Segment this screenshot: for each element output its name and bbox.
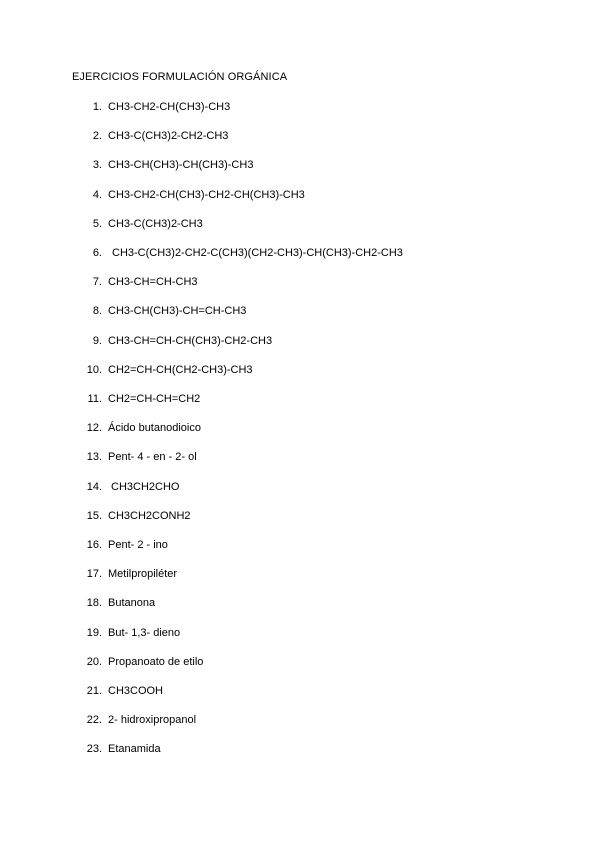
exercise-item	[0, 188, 560, 202]
exercise-item	[0, 742, 560, 756]
exercise-number: 7.	[92, 276, 102, 289]
exercise-text: CH3-C(CH3)2-CH3	[108, 217, 203, 230]
exercise-number-column	[0, 450, 102, 464]
exercise-number: 20.	[86, 655, 102, 668]
exercise-item	[0, 246, 560, 260]
exercise-text: Ácido butanodioico	[108, 422, 201, 435]
exercise-text: CH3-CH(CH3)-CH(CH3)-CH3	[108, 159, 254, 172]
exercise-text: Pent- 2 - ino	[108, 539, 168, 551]
exercise-text: Etanamida	[108, 743, 161, 756]
exercise-number-column	[0, 480, 102, 494]
exercise-item	[0, 713, 560, 727]
exercise-item	[0, 421, 560, 435]
exercise-number: 22.	[86, 714, 102, 727]
exercise-number: 4.	[92, 188, 102, 201]
exercise-number-column	[0, 596, 102, 610]
exercise-text: 2- hidroxipropanol	[108, 714, 197, 727]
exercise-number-column	[0, 742, 102, 756]
exercise-text: CH3-CH2-CH(CH3)-CH3	[108, 101, 231, 113]
exercise-number-column	[0, 217, 102, 231]
exercise-number: 3.	[92, 159, 102, 172]
exercise-text: CH3-CH=CH-CH3	[108, 276, 198, 289]
exercise-text: CH3-CH(CH3)-CH=CH-CH3	[108, 305, 247, 318]
exercise-number-column	[0, 158, 102, 172]
exercise-number: 10.	[86, 363, 102, 376]
exercise-item	[0, 363, 560, 377]
exercise-number-column	[0, 538, 102, 552]
document-title: EJERCICIOS FORMULACIÓN ORGÁNICA	[72, 71, 288, 83]
exercise-number: 21.	[86, 685, 102, 697]
exercise-item	[0, 450, 560, 464]
exercise-item	[0, 392, 560, 406]
exercise-number-column	[0, 188, 102, 202]
exercise-item	[0, 304, 560, 318]
exercise-text: Metilpropiléter	[108, 568, 178, 581]
exercise-number: 8.	[92, 305, 102, 318]
exercise-number: 2.	[92, 130, 102, 143]
exercise-number-column	[0, 275, 102, 289]
exercise-number: 17.	[86, 568, 102, 581]
exercise-number: 12.	[86, 422, 102, 435]
exercise-number: 1.	[92, 101, 102, 113]
exercise-number: 16.	[86, 539, 102, 551]
exercise-item	[0, 538, 560, 552]
exercise-text: CH3CH2CONH2	[108, 509, 191, 522]
exercise-item	[0, 596, 560, 610]
exercise-text: But- 1,3- dieno	[108, 626, 181, 639]
exercise-number-column	[0, 392, 102, 406]
exercise-number: 9.	[92, 334, 102, 347]
exercise-number: 6.	[92, 247, 102, 259]
exercise-item	[0, 334, 560, 348]
exercise-number: 18.	[86, 597, 102, 610]
exercise-item	[0, 626, 560, 640]
exercise-number-column	[0, 421, 102, 435]
exercise-number-column	[0, 246, 102, 260]
exercise-text: CH2=CH-CH(CH2-CH3)-CH3	[108, 363, 253, 376]
exercise-number-column	[0, 626, 102, 640]
exercise-item	[0, 480, 560, 494]
exercise-number: 15.	[86, 509, 102, 522]
exercise-item	[0, 275, 560, 289]
exercise-number-column	[0, 334, 102, 348]
exercise-number-column	[0, 129, 102, 143]
exercise-number-column	[0, 567, 102, 581]
exercise-item	[0, 100, 560, 114]
exercise-item	[0, 217, 560, 231]
exercise-number: 13.	[86, 451, 102, 464]
exercise-text: Pent- 4 - en - 2- ol	[108, 451, 197, 464]
exercise-number-column	[0, 304, 102, 318]
exercise-text: Propanoato de etilo	[108, 655, 204, 668]
exercise-item	[0, 567, 560, 581]
exercise-item	[0, 684, 560, 698]
exercise-item	[0, 655, 560, 669]
exercise-item	[0, 129, 560, 143]
exercise-number: 14.	[86, 480, 102, 493]
exercise-text: CH3-CH2-CH(CH3)-CH2-CH(CH3)-CH3	[108, 188, 305, 201]
exercise-text: CH2=CH-CH=CH2	[108, 393, 201, 405]
exercise-item	[0, 158, 560, 172]
exercise-number-column	[0, 684, 102, 698]
exercise-text: CH3-C(CH3)2-CH2-C(CH3)(CH2-CH3)-CH(CH3)-CH2-CH3	[112, 247, 403, 259]
exercise-number-column	[0, 655, 102, 669]
exercise-text: CH3-CH=CH-CH(CH3)-CH2-CH3	[108, 334, 273, 347]
exercise-number-column	[0, 713, 102, 727]
exercise-number-column	[0, 363, 102, 377]
exercise-number: 19.	[86, 626, 102, 639]
exercise-text: Butanona	[108, 597, 156, 610]
exercise-text: CH3CH2CHO	[111, 480, 180, 493]
exercise-item	[0, 509, 560, 523]
exercise-number: 11.	[87, 393, 102, 405]
exercise-text: CH3-C(CH3)2-CH2-CH3	[108, 130, 229, 143]
exercise-number-column	[0, 509, 102, 523]
exercise-number: 5.	[92, 217, 102, 230]
exercise-number: 23.	[86, 743, 102, 756]
exercise-text: CH3COOH	[108, 685, 164, 697]
exercise-number-column	[0, 100, 102, 114]
